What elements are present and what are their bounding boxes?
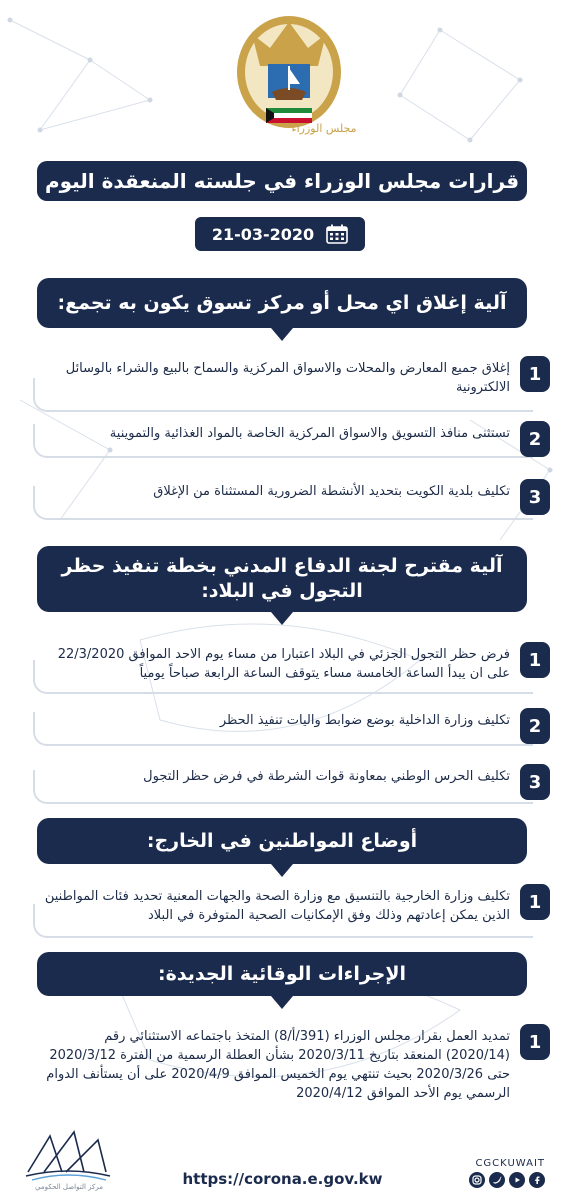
item-text: تكليف وزارة الخارجية بالتنسيق مع وزارة الصحة والجهات المعنية تحديد فئات المواطنين الذين يمكن إعادتهم وذلك وفق الإمكانيات الصحية المتوفرة في البلاد	[44, 889, 510, 923]
social-icons	[469, 1172, 545, 1188]
website-link[interactable]: https://corona.e.gov.kw	[182, 1170, 383, 1188]
instagram-icon[interactable]	[469, 1172, 485, 1188]
youtube-icon[interactable]	[509, 1172, 525, 1188]
item-text: تكليف وزارة الداخلية بوضع ضوابط واليات تنفيذ الحظر	[219, 713, 510, 728]
item-text: تستثنى منافذ التسويق والاسواق المركزية الخاصة بالمواد الغذائية والتموينية	[109, 426, 510, 441]
item-text: تمديد العمل بقرار مجلس الوزراء (391/أ/8) المتخذ باجتماعه الاستثنائي رقم (2020/14) المنعقد بتاريخ 2020/3/11 بشأن العطلة الرسمية من الفترة 2020/3/12 حتى 2020/3/26 بحيث تنتهي يوم الخميس الموافق 2020/4/9 على أن يستأنف الدوام الرسمي يوم الأحد الموافق 2020/4/12	[46, 1029, 510, 1101]
section-heading: آلية مقترح لجنة الدفاع المدني بخطة تنفيذ حظر التجول في البلاد:	[37, 546, 527, 612]
date-badge	[195, 217, 365, 251]
date-value: 21-03-2020	[211, 224, 315, 244]
item-text: فرض حظر التجول الجزئي في البلاد اعتبارا من مساء يوم الاحد الموافق 22/3/2020 على ان يبدأ الساعة الخامسة مساء يتوقف الساعة الرابعة صباحاً يومياً	[57, 647, 510, 681]
list-item	[37, 1024, 550, 1103]
down-arrow-icon	[271, 996, 293, 1009]
item-number: 1	[520, 1024, 550, 1060]
page-title: قرارات مجلس الوزراء في جلسته المنعقدة اليوم	[37, 161, 527, 201]
list-item	[37, 764, 550, 800]
item-text: إغلاق جميع المعارض والمحلات والاسواق المركزية والسماح بالبيع والشراء بالوسائل الالكترونية	[65, 361, 510, 395]
item-number: 1	[520, 642, 550, 678]
down-arrow-icon	[271, 864, 293, 877]
facebook-icon[interactable]	[529, 1172, 545, 1188]
item-number: 1	[520, 356, 550, 392]
emblem-text: مجلس الوزراء	[291, 122, 357, 135]
down-arrow-icon	[271, 328, 293, 341]
list-item	[37, 884, 550, 926]
item-number: 1	[520, 884, 550, 920]
brand-handle: CGCKUWAIT	[475, 1158, 545, 1169]
section-heading: آلية إغلاق اي محل أو مركز تسوق يكون به تجمع:	[37, 278, 527, 328]
footer-logo-label: مركز التواصل الحكومي	[35, 1183, 103, 1191]
item-text: تكليف الحرس الوطني بمعاونة قوات الشرطة في فرض حظر التجول	[143, 769, 510, 784]
list-item	[37, 421, 550, 457]
section-heading: الإجراءات الوقائية الجديدة:	[37, 952, 527, 996]
calendar-icon	[326, 224, 348, 244]
item-number: 2	[520, 708, 550, 744]
twitter-icon[interactable]	[489, 1172, 505, 1188]
list-item	[37, 356, 550, 398]
down-arrow-icon	[271, 612, 293, 625]
list-item	[37, 479, 550, 515]
kuwait-cabinet-emblem-icon	[230, 14, 357, 138]
item-text: تكليف بلدية الكويت بتحديد الأنشطة الضرورية المستثناة من الإغلاق	[153, 484, 510, 499]
item-number: 2	[520, 421, 550, 457]
section-heading: أوضاع المواطنين في الخارج:	[37, 818, 527, 864]
item-number: 3	[520, 479, 550, 515]
item-number: 3	[520, 764, 550, 800]
list-item	[37, 708, 550, 744]
list-item	[37, 642, 550, 684]
